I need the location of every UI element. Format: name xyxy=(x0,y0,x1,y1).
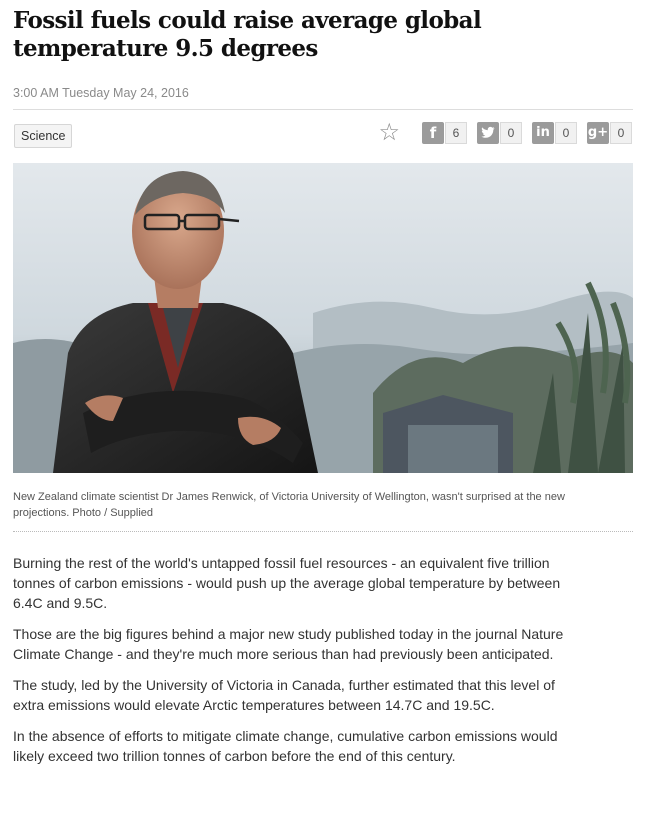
linkedin-share-count: 0 xyxy=(555,122,577,144)
facebook-icon[interactable]: f xyxy=(422,122,444,144)
section-tag-science[interactable]: Science xyxy=(14,124,72,148)
article-photo xyxy=(13,163,633,473)
google-plus-share-button[interactable] xyxy=(587,122,632,144)
twitter-icon[interactable] xyxy=(477,122,499,144)
article-paragraph: In the absence of efforts to mitigate climate change, cumulative carbon emissions would likely exceed two trillion tonnes of carbon before the end of this century. xyxy=(13,728,558,764)
share-bar xyxy=(378,121,632,145)
article-paragraph: The study, led by the University of Victoria in Canada, further estimated that this level of extra emissions would elevate Arctic temperatures between 14.7C and 19.5C. xyxy=(13,677,555,713)
google-plus-icon[interactable]: g+ xyxy=(587,122,609,144)
article-headline: Fossil fuels could raise average global temperature 9.5 degrees xyxy=(13,7,482,62)
twitter-share-button[interactable] xyxy=(477,122,522,144)
linkedin-share-button[interactable] xyxy=(532,122,577,144)
divider xyxy=(13,109,633,110)
twitter-bird-icon xyxy=(477,122,499,144)
portrait-illustration xyxy=(13,163,633,473)
star-icon[interactable]: ☆ xyxy=(378,119,400,146)
linkedin-icon[interactable]: in xyxy=(532,122,554,144)
twitter-share-count: 0 xyxy=(500,122,522,144)
caption-divider xyxy=(13,531,633,532)
article-paragraph: Those are the big figures behind a major new study published today in the journal Nature Climate Change - and they're much more serious than had previously been anticipated. xyxy=(13,626,564,662)
article-body xyxy=(13,553,573,777)
article-dateline: 3:00 AM Tuesday May 24, 2016 xyxy=(13,86,189,100)
photo-caption: New Zealand climate scientist Dr James Renwick, of Victoria University of Wellington, wasn't surprised at the new projections. Photo / Supplied xyxy=(13,491,565,519)
facebook-share-count: 6 xyxy=(445,122,467,144)
google-plus-share-count: 0 xyxy=(610,122,632,144)
facebook-share-button[interactable] xyxy=(422,122,467,144)
article-paragraph: Burning the rest of the world's untapped fossil fuel resources - an equivalent five trillion tonnes of carbon emissions - would push up the average global temperature by between 6.4C and 9.5C. xyxy=(13,555,561,611)
